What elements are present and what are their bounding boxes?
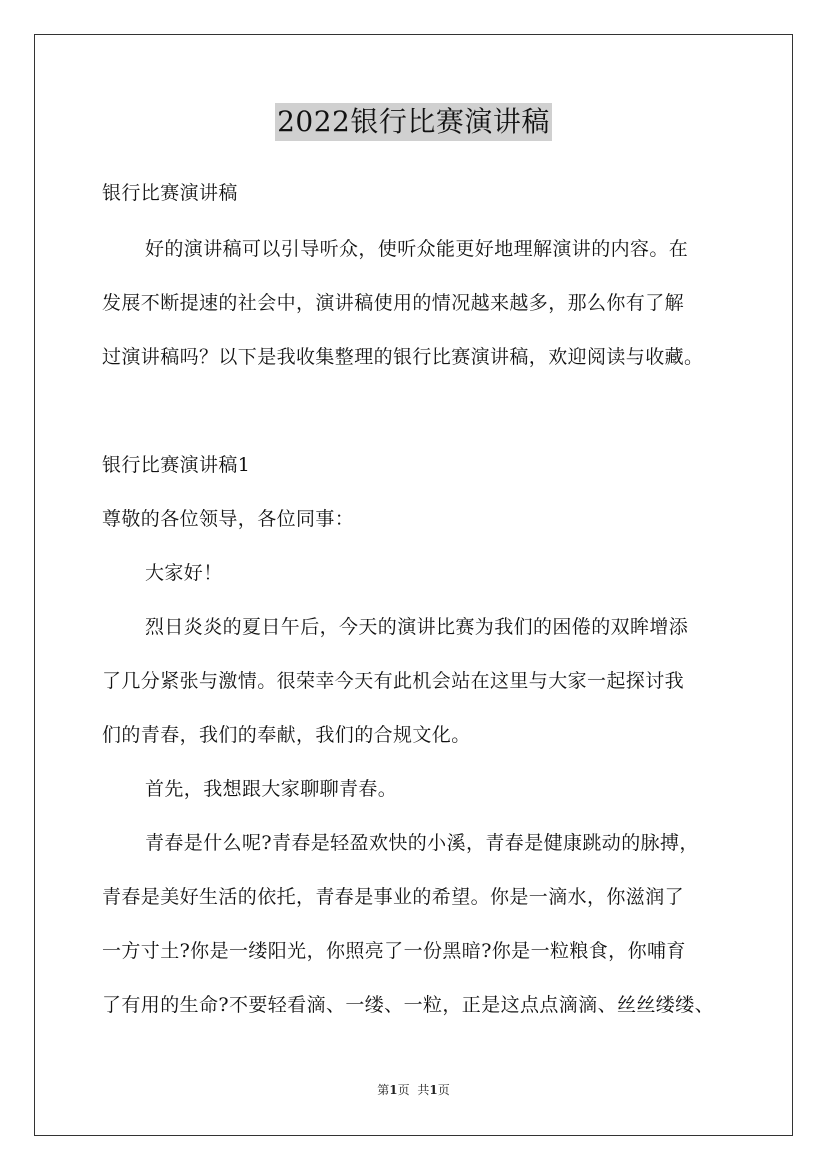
paragraph-line: 青春是什么呢?青春是轻盈欢快的小溪，青春是健康跳动的脉搏， xyxy=(145,832,699,854)
paragraph-line: 首先，我想跟大家聊聊青春。 xyxy=(145,778,398,800)
section-heading: 银行比赛演讲稿 xyxy=(102,182,238,204)
title-container xyxy=(0,103,827,141)
paragraph-line: 好的演讲稿可以引导听众，使听众能更好地理解演讲的内容。在 xyxy=(145,238,689,260)
page-prefix: 第 xyxy=(377,1083,390,1097)
total-prefix: 共 xyxy=(417,1083,430,1097)
paragraph-line: 们的青春，我们的奉献，我们的合规文化。 xyxy=(102,724,471,746)
greeting: 大家好！ xyxy=(145,562,223,584)
salutation: 尊敬的各位领导，各位同事： xyxy=(102,508,355,530)
paragraph-line: 过演讲稿吗？以下是我收集整理的银行比赛演讲稿，欢迎阅读与收藏。 xyxy=(102,346,704,368)
document-title: 2022银行比赛演讲稿 xyxy=(275,103,552,141)
paragraph-line: 发展不断提速的社会中，演讲稿使用的情况越来越多，那么你有了解 xyxy=(102,292,685,314)
paragraph-line: 烈日炎炎的夏日午后，今天的演讲比赛为我们的困倦的双眸增添 xyxy=(145,616,689,638)
section-heading: 银行比赛演讲稿1 xyxy=(102,454,251,476)
total-pages: 1 xyxy=(429,1083,438,1097)
page-suffix: 页 xyxy=(397,1083,410,1097)
page-footer xyxy=(0,1082,827,1098)
paragraph-line: 了几分紧张与激情。很荣幸今天有此机会站在这里与大家一起探讨我 xyxy=(102,670,685,692)
paragraph-line: 青春是美好生活的依托，青春是事业的希望。你是一滴水，你滋润了 xyxy=(102,886,685,908)
page-number: 1 xyxy=(389,1083,398,1097)
total-suffix: 页 xyxy=(437,1083,450,1097)
paragraph-line: 了有用的生命?不要轻看滴、一缕、一粒，正是这点点滴滴、丝丝缕缕、 xyxy=(102,994,714,1016)
paragraph-line: 一方寸土?你是一缕阳光，你照亮了一份黑暗?你是一粒粮食，你哺育 xyxy=(102,940,686,962)
